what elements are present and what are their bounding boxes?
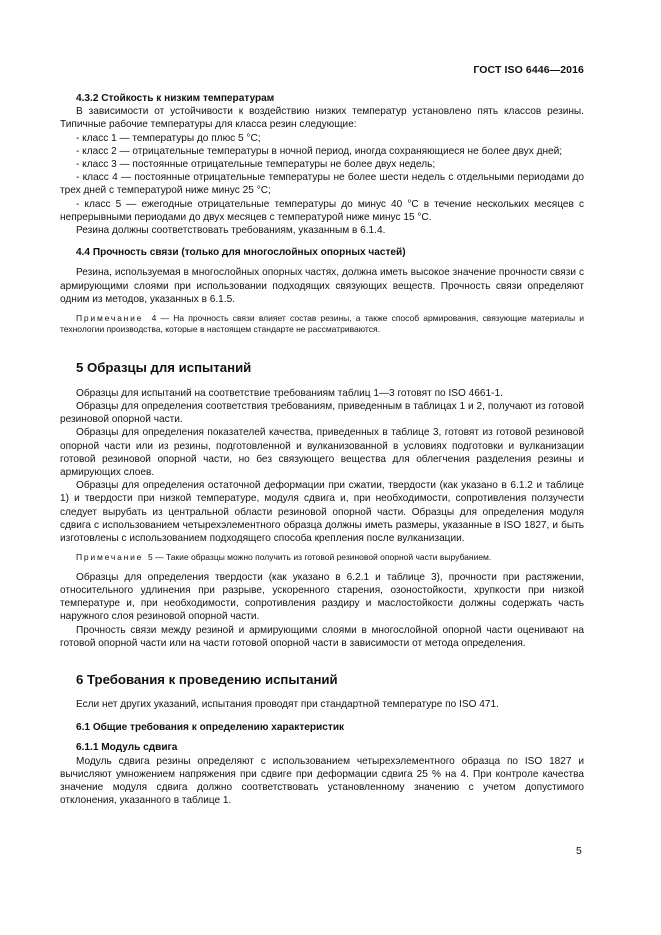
list-item: - класс 1 — температуры до плюс 5 °С; <box>76 132 261 144</box>
list-item: - класс 4 — постоянные отрицательные температуры не более шести недель с отдельными периодами до трех дней с температурой ниже минус 25 °С; <box>60 172 584 197</box>
standard-header: ГОСТ ISO 6446—2016 <box>473 64 584 76</box>
list-item: - класс 3 — постоянные отрицательные температуры не более двух недель; <box>76 159 436 171</box>
note <box>60 313 584 336</box>
page-content <box>60 92 584 807</box>
section-6-title: 6 Требования к проведению испытаний <box>76 671 338 687</box>
section-6-1-1-title: 6.1.1 Модуль сдвига <box>76 742 178 754</box>
section-4-4-title: 4.4 Прочность связи (только для многослойных опорных частей) <box>76 247 406 259</box>
paragraph: Образцы для определения остаточной деформации при сжатии, твердости (как указано в 6.1.2 и таблице 1) и твердости при низкой температуре, модуля сдвига и, при необходимости, сопротивления ползучести следует вырубать из центральной области резиновой опорной части. Образцы для определения модуля сдвига с использованием четырехэлементного образца должны иметь размеры, указанные в ISO 1827, и быть изготовлены с использованием подходящего способа крепления после вулканизации. <box>60 480 584 545</box>
note-label: Примечание <box>76 552 144 563</box>
note-text: 4 — На прочность связи влияет состав резины, а также способ армирования, связующие материалы и технологии производства, которые в настоящем стандарте не рассматриваются. <box>60 313 584 335</box>
note <box>60 552 584 563</box>
paragraph: Образцы для определения показателей качества, приведенных в таблице 3, готовят из готовой резиновой опорной части или из резины, подготовленной и вулканизованной в условиях подготовки и вулканизации готовой резиновой опорной части, но без связующего вещества для облегчения разделения резины и армирующих слоев. <box>60 427 584 479</box>
note-label: Примечание <box>76 313 144 324</box>
paragraph: Образцы для испытаний на соответствие требованиям таблиц 1—3 готовят по ISO 4661-1. <box>76 387 503 399</box>
paragraph: В зависимости от устойчивости к воздействию низких температур установлено пять классов резины. Типичные рабочие температуры для класса резин следующие: <box>60 106 584 131</box>
paragraph: Прочность связи между резиной и армирующими слоями в многослойной опорной части оценивают на готовой опорной части или на части готовой опорной части в зависимости от метода определения. <box>60 624 584 649</box>
paragraph: Образцы для определения соответствия требованиям, приведенным в таблицах 1 и 2, получают из готовой резиновой опорной части. <box>60 401 584 426</box>
paragraph: Резина должны соответствовать требованиям, указанным в 6.1.4. <box>76 225 386 237</box>
list-item: - класс 2 — отрицательные температуры в ночной период, иногда сохраняющиеся не более двух дней; <box>76 145 563 157</box>
section-4-3-2-title: 4.3.2 Стойкость к низким температурам <box>76 93 275 104</box>
paragraph: Резина, используемая в многослойных опорных частях, должна иметь высокое значение прочности связи с армирующими слоями при использовании подходящих связующих веществ. Прочность связи определяют одним из методов, указанных в 6.1.5. <box>60 267 584 305</box>
note-text: 5 — Такие образцы можно получить из готовой резиновой опорной части вырубанием. <box>147 552 492 563</box>
section-5-title: 5 Образцы для испытаний <box>76 359 252 375</box>
paragraph: Если нет других указаний, испытания проводят при стандартной температуре по ISO 471. <box>76 698 499 710</box>
paragraph: Образцы для определения твердости (как указано в 6.2.1 и таблице 3), прочности при растяжении, относительного удлинения при разрыве, ускоренного старения, озоностойкости, хрупкости при низкой температуре и, при необходимости, сопротивления раздиру и маслостойкости должны содержать часть наружного слоя резиновой опорной части. <box>60 571 584 623</box>
paragraph: Модуль сдвига резины определяют с использованием четырехэлементного образца по ISO 1827 и вычисляют умножением напряжения при сдвиге при деформации сдвига 25 % на 4. При контроле качества значение модуля сдвига должно соответствовать установленному значению с учетом допустимого отклонения, указанного в таблице 1. <box>60 755 584 807</box>
page-number: 5 <box>576 845 582 857</box>
section-6-1-title: 6.1 Общие требования к определению характеристик <box>76 722 345 734</box>
list-item: - класс 5 — ежегодные отрицательные температуры до минус 40 °С в течение нескольких месяцев с непрерывными периодами до двух месяцев с температурой ниже минус 15 °С. <box>60 198 584 223</box>
